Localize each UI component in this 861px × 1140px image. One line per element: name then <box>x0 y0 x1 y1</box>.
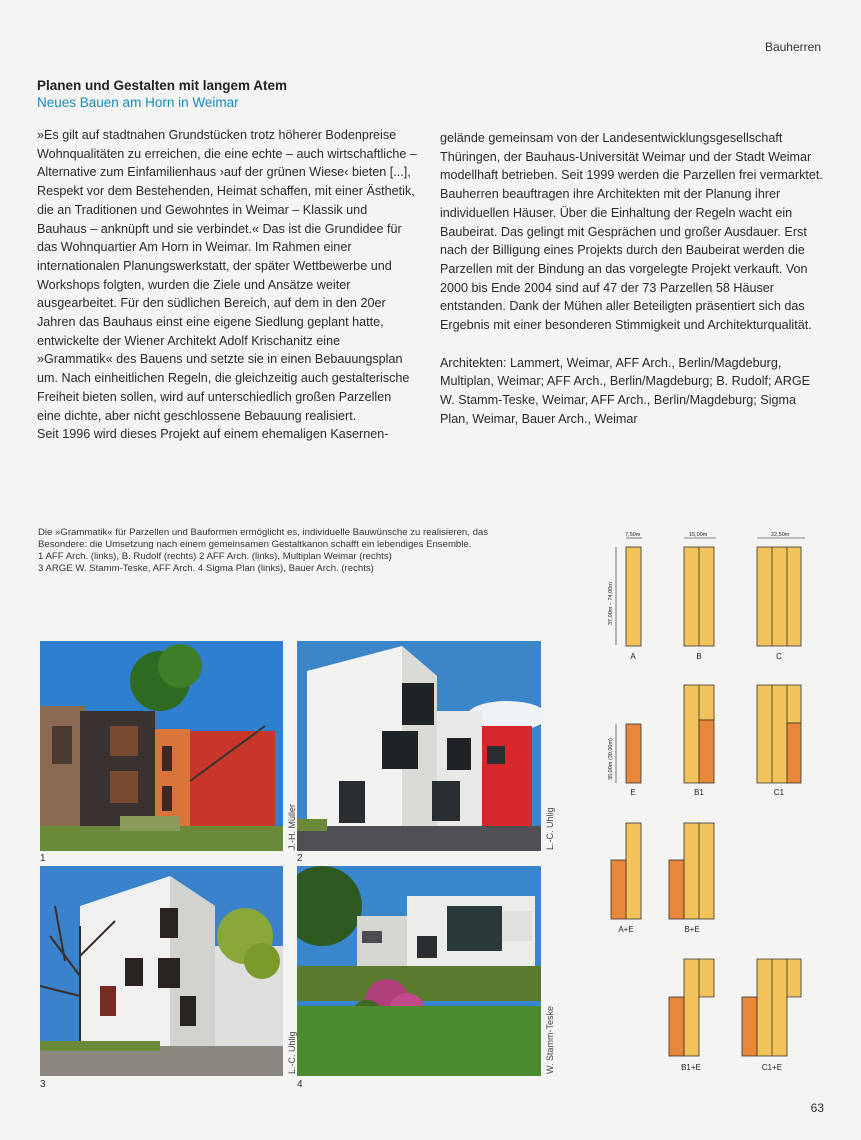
body-paragraph: gelände gemeinsam von der Landesentwicklungsgesellschaft Thüringen, der Bauhaus-Universität Weimar und der Stadt Weimar modellhaft betrieben. Seit 1999 werden die Parzellen frei vermarktet. Bauherren beauftragen ihre Architekten mit der Planung ihrer individuellen Häuser. Über die Einhaltung der Regeln wacht ein Baubeirat. Das gelingt mit Gesprächen und großer Ausdauer. Erst nach der Billigung eines Projekts durch den Baubeirat werden die Parzellen mit der Bindung an das vorgelegte Projekt verkauft. Von 2000 bis Ende 2004 sind auf 47 der 73 Parzellen 58 Häuser entstanden. Dank der Mühen aller Beteiligten präsentiert sich das Ergebnis mit einer besonderen Stimmigkeit und Architekturqualität. <box>440 131 823 333</box>
photo-credit: J.-H. Müller <box>287 803 297 850</box>
parcel-label: A <box>630 652 636 661</box>
dimension-label: 7,50m <box>625 532 641 538</box>
parcel-label: B <box>696 652 702 661</box>
parcel-label: C1+E <box>761 1063 783 1072</box>
dimension-label: 22,50m <box>771 532 790 538</box>
photo-number: 3 <box>40 1079 46 1090</box>
parcel-label: B1+E <box>681 1063 701 1072</box>
body-paragraph: »Es gilt auf stadtnahen Grundstücken trotz höherer Bodenpreise Wohnqualitäten zu erreichen, die eine echte – auch wirtschaftliche – Alternative zum Einfamilienhaus ›auf der grünen Wiese‹ bieten [...], Respekt vor dem Bestehenden, Heimat schaffen, mit einer Ästhetik, die an Traditionen und Gewohntes in Weimar – Klassik und Bauhaus – anknüpft und sie verbindet.« Das ist die Grundidee für das Wohnquartier Am Horn in Weimar. Im Rahmen einer internationalen Planungswerkstatt, der später Wettbewerbe und Workshops folgten, wurden die Ziele und Ansätze weiter ausgearbeitet. Für den südlichen Bereich, auf dem in den 20er Jahren das Bauhaus einst eine eigene Siedlung geplant hatte, entwickelte der Wiener Architekt Adolf Krischanitz eine »Grammatik« des Bauens und setzte sie in einen Bebauungsplan um. Nach einheitlichen Regeln, die gleichzeitig auch gestalterische Freiheit bieten sollen, wird auf unterschiedlich großen Parzellen eine dichte, aber nicht geschlossene Bebauung realisiert. <box>37 128 417 423</box>
photo-2 <box>297 641 541 851</box>
parcel-label: C1 <box>773 788 785 797</box>
figure-caption <box>38 527 508 575</box>
dimension-label: 37,00m – 74,00m <box>608 582 614 625</box>
photo-credit: L.-C. Uhlig <box>545 807 555 850</box>
caption-line: 1 AFF Arch. (links), B. Rudolf (rechts) 2 AFF Arch. (links), Multiplan Weimar (rechts) <box>38 551 392 562</box>
photo-number: 2 <box>297 853 303 864</box>
photo-1 <box>40 641 283 851</box>
parcel-label: C <box>776 652 782 661</box>
article-title: Planen und Gestalten mit langem Atem <box>37 78 288 93</box>
photo-number: 1 <box>40 853 46 864</box>
parcel-label: E <box>630 788 636 797</box>
parcel-label: B1 <box>694 788 704 797</box>
section-label: Bauherren <box>764 40 821 54</box>
dimension-label: 35,00m (30,00m) <box>608 738 614 780</box>
article-heading <box>37 77 287 111</box>
parcel-label: A+E <box>618 925 634 934</box>
text-column-left <box>37 126 417 444</box>
photo-credit: L.-C. Uhlig <box>287 1031 297 1074</box>
caption-intro: Die »Grammatik« für Parzellen und Bauformen ermöglicht es, individuelle Bauwünsche zu realisieren, das Besondere: die Umsetzung nach einem gemeinsamen Gestaltkanon schafft ein lebendiges Ensemble. <box>38 527 489 550</box>
photo-4 <box>297 866 541 1076</box>
photo-3 <box>40 866 283 1076</box>
page-number: 63 <box>810 1101 824 1115</box>
dimension-label: 15,00m <box>689 532 708 538</box>
photo-credit: W. Stamm-Teske <box>545 1005 555 1074</box>
photo-number: 4 <box>297 1079 303 1090</box>
parcel-grammar-diagram <box>600 525 840 1075</box>
parcel-label: B+E <box>684 925 700 934</box>
caption-line: 3 ARGE W. Stamm-Teske, AFF Arch. 4 Sigma Plan (links), Bauer Arch. (rechts) <box>38 563 374 574</box>
text-column-right <box>440 129 825 429</box>
architects-paragraph: Architekten: Lammert, Weimar, AFF Arch., Berlin/Magdeburg, Multiplan, Weimar; AFF Arch., Berlin/Magdeburg; B. Rudolf; ARGE W. Stamm-Teske, Weimar, AFF Arch., Berlin/Magdeburg; Sigma Plan, Weimar, Bauer Arch., Weimar <box>440 355 811 426</box>
body-paragraph: Seit 1996 wird dieses Projekt auf einem ehemaligen Kasernen- <box>37 427 389 442</box>
article-subtitle: Neues Bauen am Horn in Weimar <box>37 95 239 110</box>
